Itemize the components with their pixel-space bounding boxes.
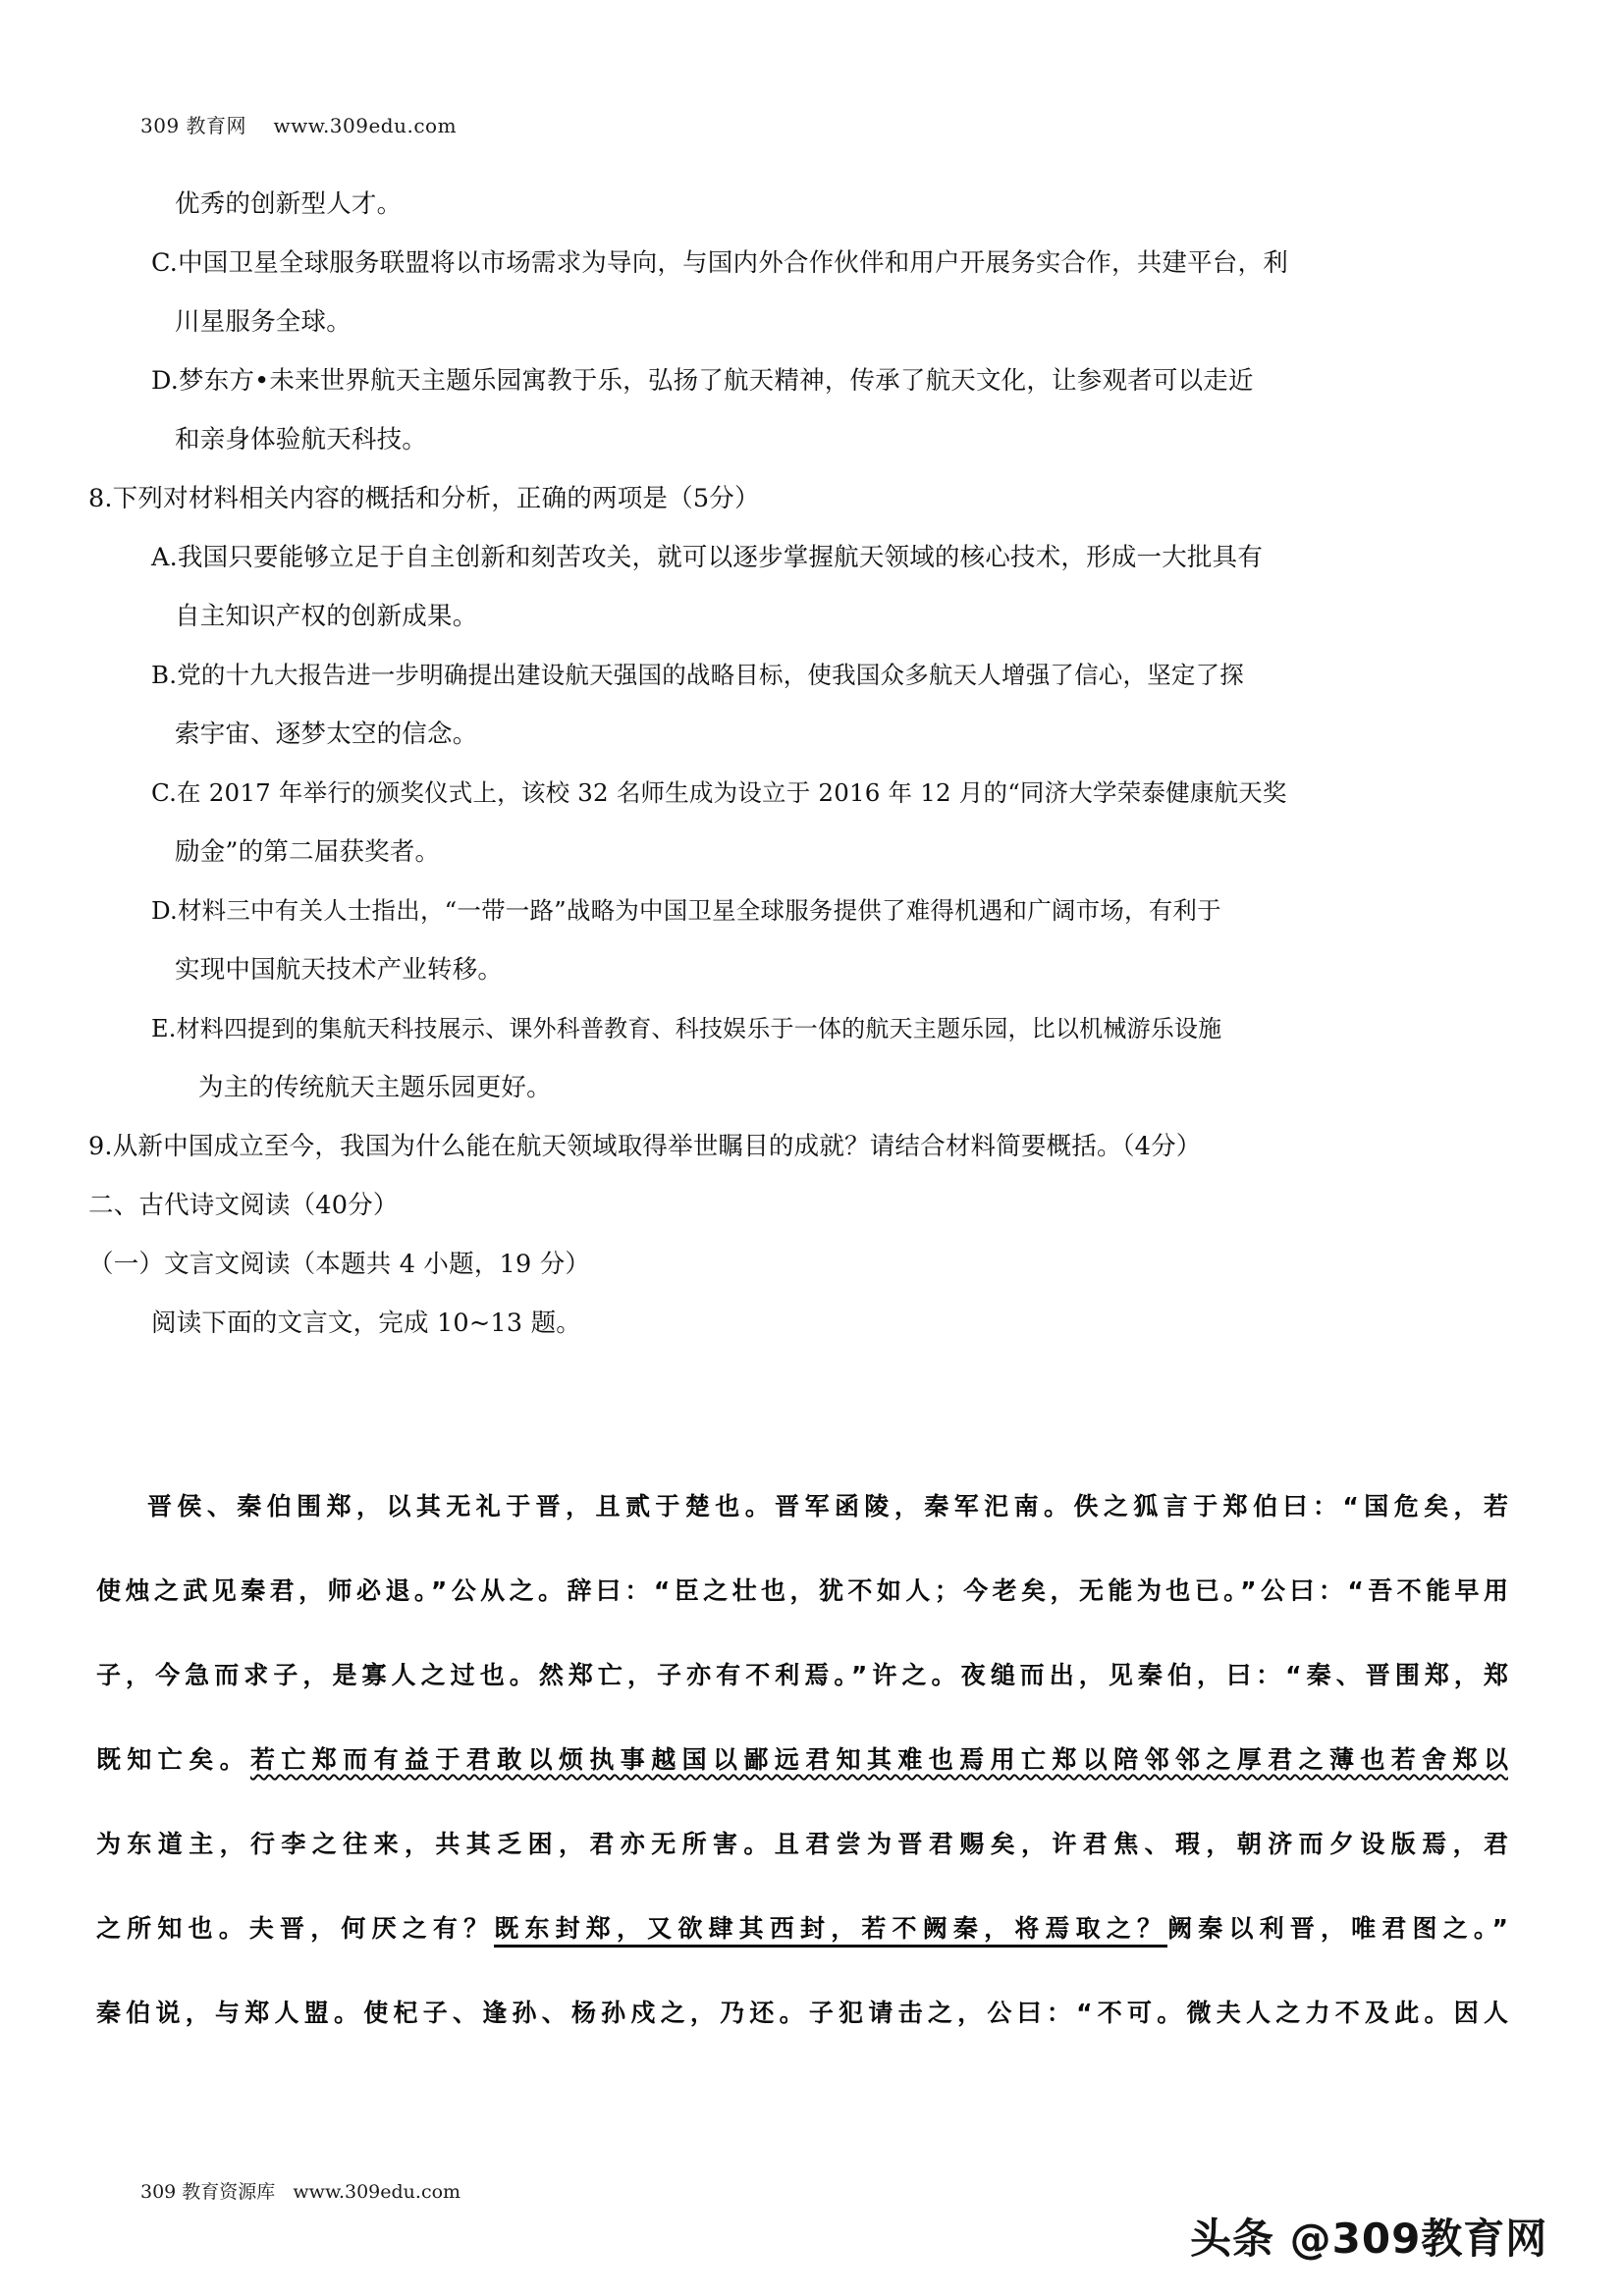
section-two-title: 二、古代诗文阅读（40分） [88,1191,399,1220]
passage-line-2: 使烛之武见秦君，师必退。”公从之。辞曰：“臣之壮也，犹不如人；今老矣，无能为也已。”公曰：“吾不能早用 [96,1576,1508,1605]
question-8-option-b-line-1: B.党的十九大报告进一步明确提出建设航天强国的战略目标，使我国众多航天人增强了信心，坚定了探 [151,661,1244,689]
option-c-line-2: 川星服务全球。 [175,307,352,337]
question-8-option-e-line-1: E.材料四提到的集航天科技展示、课外科普教育、科技娱乐于一体的航天主题乐园，比以机械游乐设施 [151,1015,1222,1042]
option-c-line-1: C.中国卫星全球服务联盟将以市场需求为导向，与国内外合作伙伴和用户开展务实合作，共建平台，利 [151,248,1288,278]
question-8-option-c-line-2: 励金”的第二届获奖者。 [175,837,441,867]
passage-line-3: 子，今急而求子，是寡人之过也。然郑亡，子亦有不利焉。”许之。夜缒而出，见秦伯，曰：“秦、晋围郑，郑 [96,1661,1508,1689]
page-footer: 309 教育资源库 www.309edu.com [140,2181,461,2203]
section-two-subsection: （一）文言文阅读（本题共 4 小题，19 分） [88,1250,591,1279]
exam-body [88,175,1492,1353]
question-8-option-a-line-2: 自主知识产权的创新成果。 [175,602,478,631]
passage-line-7: 秦伯说，与郑人盟。使杞子、逢孙、杨孙戍之，乃还。子犯请击之，公曰：“不可。微夫人之力不及此。因人 [96,1999,1508,2027]
question-8-option-d-line-1: D.材料三中有关人士指出，“一带一路”战略为中国卫星全球服务提供了难得机遇和广阔市场，有利于 [151,896,1221,925]
question-8-option-d-line-2: 实现中国航天技术产业转移。 [175,955,504,985]
question-8-option-a-line-1: A.我国只要能够立足于自主创新和刻苦攻关，就可以逐步掌握航天领域的核心技术，形成一大批具有 [151,543,1264,572]
question-8-option-b-line-2: 索宇宙、逐梦太空的信念。 [175,720,478,749]
question-9-stem: 9.从新中国成立至今，我国为什么能在航天领域取得举世瞩目的成就？请结合材料简要概括。（4分） [88,1132,1202,1161]
passage-line-5: 为东道主，行李之往来，共其乏困，君亦无所害。且君尝为晋君赐矣，许君焦、瑕，朝济而夕设版焉，君 [96,1830,1508,1858]
passage-line-4 [96,1718,1508,1802]
passage-line-4-head: 既知亡矣。 [96,1745,250,1774]
passage-underlined-clause: 既东封郑，又欲肆其西封，若不阙秦，将焉取之？ [494,1914,1167,1948]
passage-line-6-head: 之所知也。夫晋，何厌之有？ [96,1914,495,1943]
question-8-option-e-line-2: 为主的传统航天主题乐园更好。 [198,1073,552,1102]
question-8-option-c-line-1: C.在 2017 年举行的颁奖仪式上，该校 32 名师生成为设立于 2016 年 12 月的“同济大学荣泰健康航天奖 [151,778,1287,807]
option-d-line-2: 和亲身体验航天科技。 [175,425,428,454]
passage-wavy-underlined-clause: 若亡郑而有益于君敢以烦执事越国以鄙远君知其难也焉用亡郑以陪邻邻之厚君之薄也若舍郑以 [250,1745,1508,1774]
section-two-instruction: 阅读下面的文言文，完成 10~13 题。 [151,1308,581,1338]
page-header: 309 教育网 www.309edu.com [140,114,458,137]
passage-line-1: 晋侯、秦伯围郑，以其无礼于晋，且贰于楚也。晋军函陵，秦军汜南。佚之狐言于郑伯曰：“国危矣，若 [147,1492,1508,1521]
watermark: 头条 @309教育网 [1190,2215,1548,2263]
question-8-stem: 8.下列对材料相关内容的概括和分析，正确的两项是（5分） [88,484,760,513]
passage-line-6 [96,1887,1508,1971]
option-d-line-1: D.梦东方•未来世界航天主题乐园寓教于乐，弘扬了航天精神，传承了航天文化，让参观者可以走近 [151,366,1254,396]
passage-line-6-tail: 阙秦以利晋，唯君图之。” [1167,1914,1508,1943]
option-c-prev-continuation: 优秀的创新型人才。 [175,189,403,219]
classical-passage [96,1465,1508,2056]
